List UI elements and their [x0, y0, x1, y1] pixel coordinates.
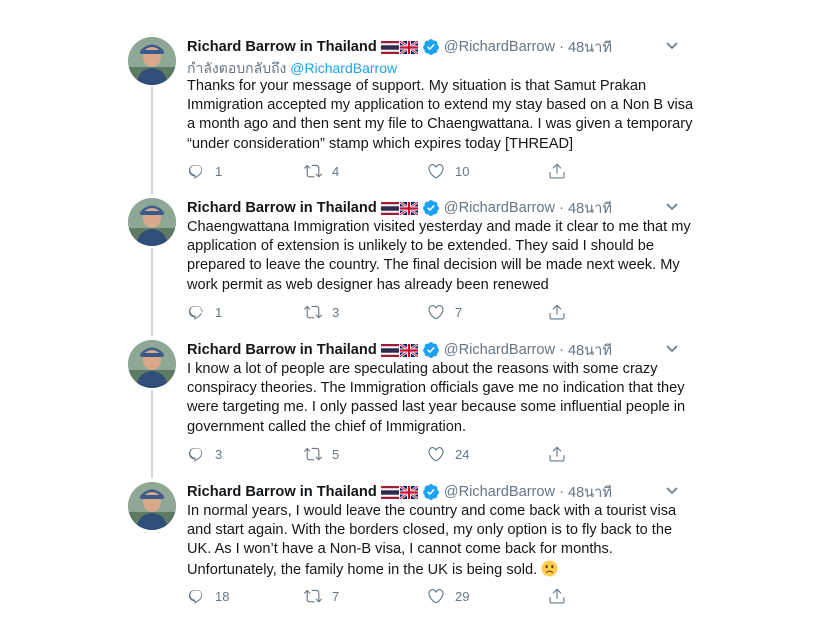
avatar[interactable]	[128, 482, 176, 530]
retweet-count: 7	[332, 588, 340, 604]
tweet-header	[187, 198, 612, 218]
reply-count: 3	[215, 446, 223, 462]
author-handle[interactable]: @RichardBarrow	[443, 200, 556, 216]
separator-dot: ·	[559, 39, 564, 55]
retweet-icon	[304, 445, 322, 463]
author-handle[interactable]: @RichardBarrow	[443, 342, 556, 358]
author-name[interactable]: Richard Barrow in Thailand	[187, 484, 377, 500]
retweet-button[interactable]	[304, 587, 339, 605]
timestamp[interactable]: 48นาที	[567, 484, 612, 501]
uk-flag-icon	[400, 202, 418, 215]
author-handle[interactable]: @RichardBarrow	[443, 39, 556, 55]
timestamp[interactable]: 48นาที	[567, 39, 612, 56]
reply-icon	[187, 445, 205, 463]
reply-count: 18	[215, 588, 230, 604]
share-button[interactable]	[548, 303, 566, 321]
heart-icon	[427, 587, 445, 605]
share-icon	[548, 587, 566, 605]
retweet-count: 5	[332, 446, 340, 462]
replying-to-label: กำลังตอบกลับถึง	[187, 60, 287, 76]
retweet-count: 4	[332, 163, 340, 179]
reply-button[interactable]	[187, 587, 229, 605]
tweet-header	[187, 340, 612, 360]
avatar[interactable]	[128, 340, 176, 388]
sad-face-emoji	[541, 560, 558, 577]
heart-icon	[427, 303, 445, 321]
reply-icon	[187, 162, 205, 180]
author-name[interactable]: Richard Barrow in Thailand	[187, 342, 377, 358]
share-icon	[548, 303, 566, 321]
verified-badge-icon	[422, 199, 440, 217]
uk-flag-icon	[400, 486, 418, 499]
reply-button[interactable]	[187, 445, 222, 463]
tweet[interactable]	[0, 37, 820, 187]
like-button[interactable]	[427, 162, 469, 180]
timestamp[interactable]: 48นาที	[567, 342, 612, 359]
timestamp[interactable]: 48นาที	[567, 200, 612, 217]
author-name[interactable]: Richard Barrow in Thailand	[187, 200, 377, 216]
verified-badge-icon	[422, 341, 440, 359]
reply-icon	[187, 303, 205, 321]
like-button[interactable]	[427, 587, 469, 605]
reply-count: 1	[215, 163, 223, 179]
reply-button[interactable]	[187, 162, 222, 180]
share-icon	[548, 162, 566, 180]
share-button[interactable]	[548, 445, 566, 463]
tweet-header	[187, 37, 612, 57]
verified-badge-icon	[422, 38, 440, 56]
tweet-text: In normal years, I would leave the country and come back with a tourist visa and start again. With the borders closed, my only option is to fly back to the UK. As I won’t have a Non-B visa, I cannot come back for months. Unfortunately, the family home in the UK is being sold.	[187, 503, 677, 578]
like-count: 24	[455, 446, 470, 462]
retweet-button[interactable]	[304, 162, 339, 180]
uk-flag-icon	[400, 41, 418, 54]
share-button[interactable]	[548, 587, 566, 605]
verified-badge-icon	[422, 483, 440, 501]
like-count: 29	[455, 588, 470, 604]
separator-dot: ·	[559, 200, 564, 216]
thailand-flag-icon	[381, 41, 399, 54]
like-button[interactable]	[427, 445, 469, 463]
tweet-text: Thanks for your message of support. My situation is that Samut Prakan Immigration accepted my application to extend my stay based on a Non B visa a month ago and then sent my file to Chaengwattana. I was given a temporary “under consideration” stamp which expires today [THREAD]	[187, 78, 694, 152]
reply-icon	[187, 587, 205, 605]
tweet-text: I know a lot of people are speculating about the reasons with some crazy conspiracy theories. The Immigration officials gave me no indication that they were targeting me. I only passed last year because some influential people in government called the chief of Immigration.	[187, 361, 686, 435]
author-name[interactable]: Richard Barrow in Thailand	[187, 39, 377, 55]
thailand-flag-icon	[381, 486, 399, 499]
reply-count: 1	[215, 304, 223, 320]
tweet[interactable]	[0, 198, 820, 328]
avatar[interactable]	[128, 198, 176, 246]
chevron-down-icon[interactable]	[664, 340, 680, 356]
chevron-down-icon[interactable]	[664, 198, 680, 214]
tweet[interactable]	[0, 482, 820, 622]
share-button[interactable]	[548, 162, 566, 180]
retweet-icon	[304, 162, 322, 180]
chevron-down-icon[interactable]	[664, 37, 680, 53]
tweet-text: Chaengwattana Immigration visited yesterday and made it clear to me that my application of extension is unlikely to be extended. They said I should be prepared to leave the country. The final decision will be made next week. My work permit as web designer has already been renewed	[187, 219, 691, 293]
retweet-button[interactable]	[304, 445, 339, 463]
retweet-icon	[304, 587, 322, 605]
heart-icon	[427, 445, 445, 463]
share-icon	[548, 445, 566, 463]
thailand-flag-icon	[381, 344, 399, 357]
avatar[interactable]	[128, 37, 176, 85]
replying-to-mention[interactable]: @RichardBarrow	[290, 60, 398, 76]
tweet-text-container	[187, 502, 697, 580]
uk-flag-icon	[400, 344, 418, 357]
like-button[interactable]	[427, 303, 462, 321]
retweet-count: 3	[332, 304, 340, 320]
like-count: 10	[455, 163, 470, 179]
like-count: 7	[455, 304, 463, 320]
heart-icon	[427, 162, 445, 180]
retweet-button[interactable]	[304, 303, 339, 321]
thailand-flag-icon	[381, 202, 399, 215]
reply-button[interactable]	[187, 303, 222, 321]
author-handle[interactable]: @RichardBarrow	[443, 484, 556, 500]
tweet[interactable]	[0, 340, 820, 470]
separator-dot: ·	[559, 342, 564, 358]
separator-dot: ·	[559, 484, 564, 500]
retweet-icon	[304, 303, 322, 321]
chevron-down-icon[interactable]	[664, 482, 680, 498]
tweet-header	[187, 482, 612, 502]
